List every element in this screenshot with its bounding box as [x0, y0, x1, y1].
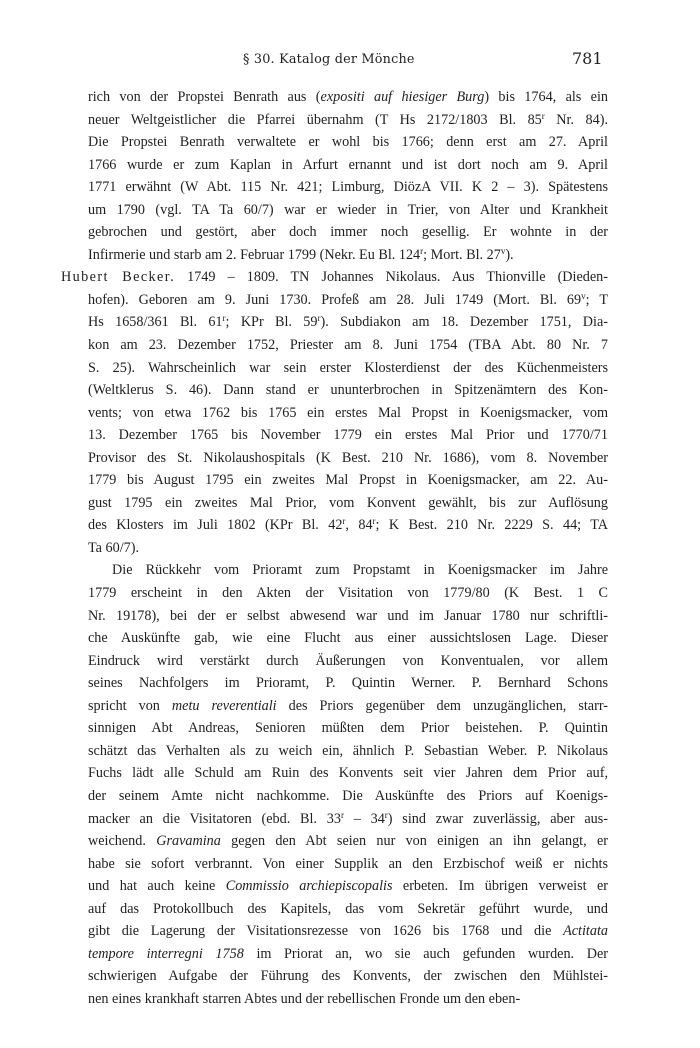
text-line: des Klosters im Juli 1802 (KPr Bl. 42$^r$, 84$^r$; K Best. 210 Nr. 2229 S. 44; TA: [88, 516, 609, 534]
text-line: seines Nachfolgers im Prioramt, P. Quintin Werner. P. Bernhard Schons: [88, 675, 608, 692]
text-line: spricht von metu reverentiali des Priors gegenüber dem unzugänglichen, starr-: [88, 697, 608, 714]
text-line: vents; von etwa 1762 bis 1765 ein erstes Mal Propst in Koenigsmacker, vom: [88, 404, 608, 421]
text-line: Die Propstei Benrath verwaltete er wohl bis 1766; denn erst am 27. April: [88, 134, 608, 151]
entry-name: Hubert Becker.: [61, 269, 176, 286]
text-line: 1779 erscheint in den Akten der Visitation von 1779/80 (K Best. 1 C: [88, 585, 608, 602]
text-line: Nr. 19178), bei der er selbst abwesend war und im Januar 1780 nur schriftli-: [88, 607, 608, 624]
text-line: habe sie sofort verbrannt. Von einer Supplik an den Erzbischof weiß er nichts: [88, 855, 608, 872]
text-line: Hubert Becker. 1749 – 1809. TN Johannes Nikolaus. Aus Thionville (Dieden-: [61, 269, 608, 286]
text-line: 1771 erwähnt (W Abt. 115 Nr. 421; Limburg, DiözA VII. K 2 – 3). Spätestens: [88, 179, 608, 196]
text-line: Die Rückkehr vom Prioramt zum Propstamt in Koenigsmacker im Jahre: [112, 562, 608, 579]
catalog-entry: [61, 266, 609, 559]
text-line: Ta 60/7).: [88, 539, 140, 556]
body-text: [61, 86, 609, 1010]
text-line: 1779 bis August 1795 ein zweites Mal Propst in Koenigsmacker, am 22. Au-: [88, 472, 608, 489]
text-line: sinnigen Abt Andreas, Senioren müßten dem Prior beistehen. P. Quintin: [88, 720, 608, 737]
text-line: der seinem Amte nicht nachkomme. Die Auskünfte des Priors auf Koenigs-: [88, 787, 608, 804]
text-line: kon am 23. Dezember 1752, Priester am 8. Juni 1754 (TBA Abt. 80 Nr. 7: [88, 337, 608, 354]
text-line: tempore interregni 1758 im Priorat an, wo sie auch gefunden wurden. Der: [88, 945, 608, 962]
running-header: [0, 49, 700, 76]
text-line: um 1790 (vgl. TA Ta 60/7) war er wieder in Trier, von Alter und Krankheit: [88, 201, 608, 218]
text-line: 13. Dezember 1765 bis November 1779 ein erstes Mal Prior und 1770/71: [88, 427, 608, 444]
text-line: gibt die Lagerung der Visitationsrezesse von 1626 bis 1768 und die Actitata: [88, 923, 608, 940]
text-line: nen eines krankhaft starren Abtes und der rebellischen Fronde um den eben-: [88, 990, 521, 1007]
text-line: Hs 1658/361 Bl. 61$^r$; KPr Bl. 59$^r$). Subdiakon am 18. Dezember 1751, Dia-: [88, 313, 608, 331]
text-line: neuer Weltgeistlicher die Pfarrei übernahm (T Hs 2172/1803 Bl. 85$^r$ Nr. 84).: [88, 110, 608, 128]
text-line: weichend. Gravamina gegen den Abt seien nur von einigen an ihn gelangt, er: [88, 833, 608, 850]
paragraph-commentary: [88, 559, 608, 1010]
text-line: Infirmerie und starb am 2. Februar 1799 (Nekr. Eu Bl. 124$^r$; Mort. Bl. 27$^v$).: [88, 245, 514, 263]
text-line: gust 1795 ein zweites Mal Prior, vom Konvent gewählt, bis zur Auflösung: [88, 494, 608, 511]
text-line: rich von der Propstei Benrath aus (expositi auf hiesiger Burg) bis 1764, als ein: [88, 89, 608, 105]
text-line: hofen). Geboren am 9. Juni 1730. Profeß am 28. Juli 1749 (Mort. Bl. 69$^v$; T: [88, 290, 609, 308]
text-line: schätzt das Verhalten als zu weich ein, ähnlich P. Sebastian Weber. P. Nikolaus: [88, 742, 608, 759]
page-number: 781: [572, 49, 603, 68]
text-line: che Auskünfte gab, wie eine Flucht aus einer aussichtslosen Lage. Dieser: [88, 630, 608, 647]
text-line: macker an die Visitatoren (ebd. Bl. 33$^r$ – 34$^r$) sind zwar zuverlässig, aber aus-: [88, 809, 609, 827]
text-line: Provisor des St. Nikolaushospitals (K Best. 210 Nr. 1686), vom 8. November: [88, 449, 608, 466]
text-line: gebrochen und gestört, aber doch immer noch gesellig. Er wohnte in der: [88, 224, 608, 241]
paragraph-continuation: [88, 86, 608, 266]
text-line: schwierigen Aufgabe der Führung des Konvents, der zwischen den Mühlstei-: [88, 968, 608, 985]
text-line: Eindruck wird verstärkt durch Äußerungen von Konventualen, vor allem: [88, 652, 608, 669]
text-line: S. 25). Wahrscheinlich war sein erster Klosterdienst der des Küchenmeisters: [88, 359, 608, 376]
text-line: (Weltklerus S. 46). Dann stand er ununterbrochen in Spitzenämtern des Kon-: [88, 382, 608, 399]
text-line: Fuchs lädt alle Schuld am Ruin des Konvents seit vier Jahren dem Prior auf,: [88, 765, 608, 782]
section-title: § 30. Katalog der Mönche: [243, 52, 415, 67]
text-line: auf das Protokollbuch des Kapitels, das vom Sekretär geführt wurde, und: [88, 900, 608, 917]
text-line: und hat auch keine Commissio archiepiscopalis erbeten. Im übrigen verweist er: [88, 878, 608, 895]
text-line: 1766 wurde er zum Kaplan in Arfurt ernannt und ist dort noch am 9. April: [88, 156, 608, 173]
